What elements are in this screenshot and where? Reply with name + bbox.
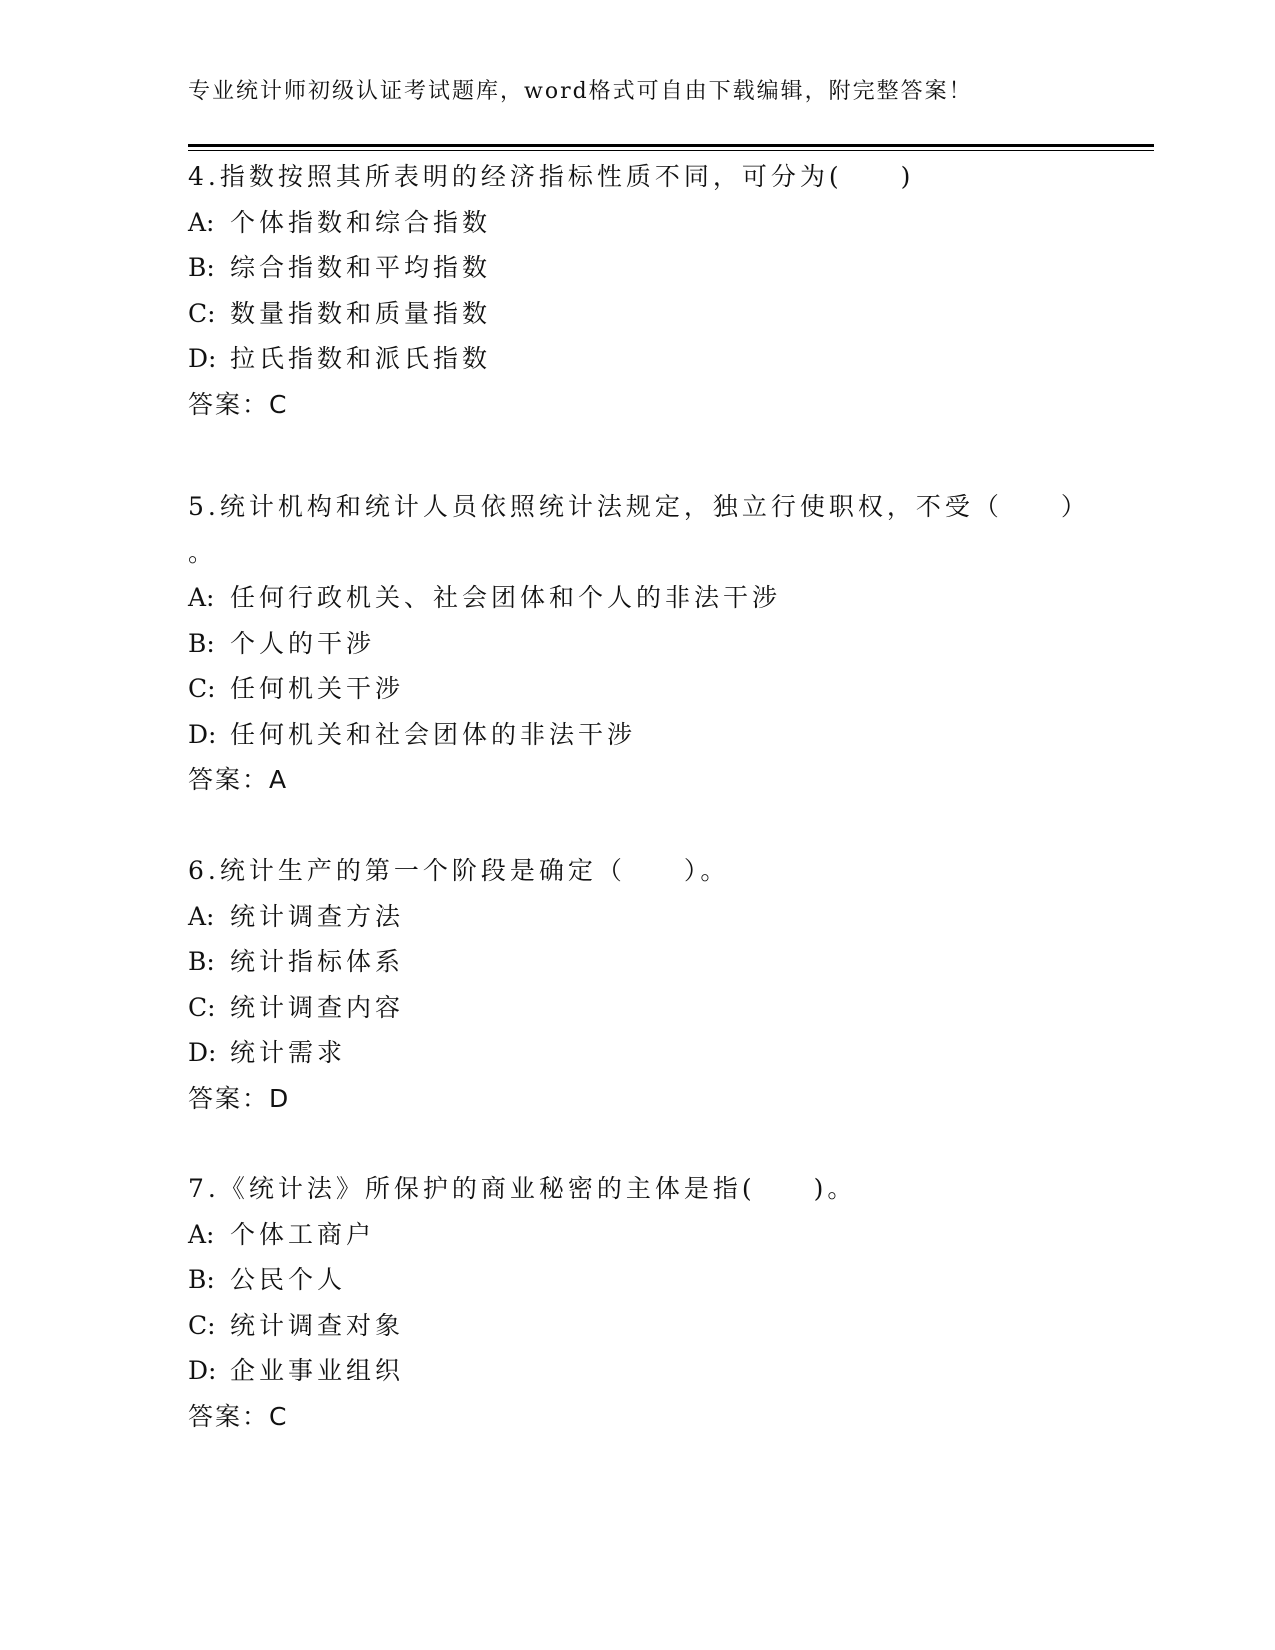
page-header: 专业统计师初级认证考试题库，word格式可自由下载编辑，附完整答案！	[188, 79, 973, 104]
answer-line: 答案：A	[188, 765, 289, 794]
option-b	[188, 1257, 1128, 1303]
option-letter: D:	[188, 1356, 217, 1385]
option-letter: B:	[188, 947, 215, 976]
question-stem-continuation: 。	[188, 537, 218, 567]
option-letter: B:	[188, 628, 215, 658]
option-letter: A:	[188, 207, 215, 237]
option-a	[188, 575, 1128, 621]
option-letter: B:	[188, 253, 215, 282]
option-d	[188, 712, 1128, 758]
option-letter: C:	[188, 992, 216, 1022]
option-a	[188, 1212, 1128, 1258]
option-a	[188, 894, 1128, 940]
option-letter: D:	[188, 344, 217, 373]
option-text: 综合指数和平均指数	[230, 253, 492, 282]
option-letter: A:	[188, 901, 215, 931]
option-letter: B:	[188, 1265, 215, 1294]
option-d	[188, 336, 1128, 382]
option-c	[188, 1303, 1128, 1349]
answer-line: 答案：D	[188, 1083, 291, 1113]
question-stem: 7.《统计法》所保护的商业秘密的主体是指( )。	[188, 1174, 857, 1203]
question-block	[188, 484, 1128, 803]
option-letter: A:	[188, 583, 215, 612]
option-letter: C:	[188, 1310, 216, 1340]
option-b	[188, 245, 1128, 291]
option-b	[188, 939, 1128, 985]
option-text: 统计调查内容	[230, 992, 405, 1022]
option-text: 统计调查对象	[230, 1310, 405, 1340]
option-text: 拉氏指数和派氏指数	[230, 344, 492, 373]
option-text: 个体指数和综合指数	[230, 207, 492, 237]
option-letter: D:	[188, 719, 217, 749]
option-a	[188, 200, 1128, 246]
option-c	[188, 985, 1128, 1031]
header-rule-thin	[188, 150, 1154, 151]
question-stem: 4.指数按照其所表明的经济指标性质不同，可分为( )	[188, 162, 915, 191]
question-block	[188, 848, 1128, 1121]
option-text: 企业事业组织	[230, 1356, 405, 1385]
option-letter: D:	[188, 1038, 217, 1067]
option-text: 个人的干涉	[230, 628, 376, 658]
question-stem: 5.统计机构和统计人员依照统计法规定，独立行使职权，不受（ ）	[188, 492, 1090, 521]
option-d	[188, 1030, 1128, 1076]
question-block	[188, 154, 1128, 427]
question-stem: 6.统计生产的第一个阶段是确定（ ）。	[188, 856, 730, 885]
option-text: 公民个人	[230, 1265, 347, 1294]
option-text: 统计需求	[230, 1038, 347, 1067]
option-text: 数量指数和质量指数	[230, 298, 492, 328]
option-d	[188, 1348, 1128, 1394]
header-rule-thick	[188, 144, 1154, 147]
option-text: 任何机关干涉	[230, 674, 405, 703]
option-text: 任何机关和社会团体的非法干涉	[230, 719, 637, 749]
answer-line: 答案：C	[188, 1401, 289, 1431]
option-text: 个体工商户	[230, 1219, 376, 1249]
answer-line: 答案：C	[188, 389, 289, 419]
option-text: 统计调查方法	[230, 901, 405, 931]
option-letter: A:	[188, 1219, 215, 1249]
option-c	[188, 666, 1128, 712]
question-block	[188, 1166, 1128, 1439]
option-letter: C:	[188, 298, 216, 328]
option-c	[188, 291, 1128, 337]
option-text: 统计指标体系	[230, 947, 405, 976]
option-text: 任何行政机关、社会团体和个人的非法干涉	[230, 583, 782, 612]
option-b	[188, 621, 1128, 667]
option-letter: C:	[188, 674, 216, 703]
